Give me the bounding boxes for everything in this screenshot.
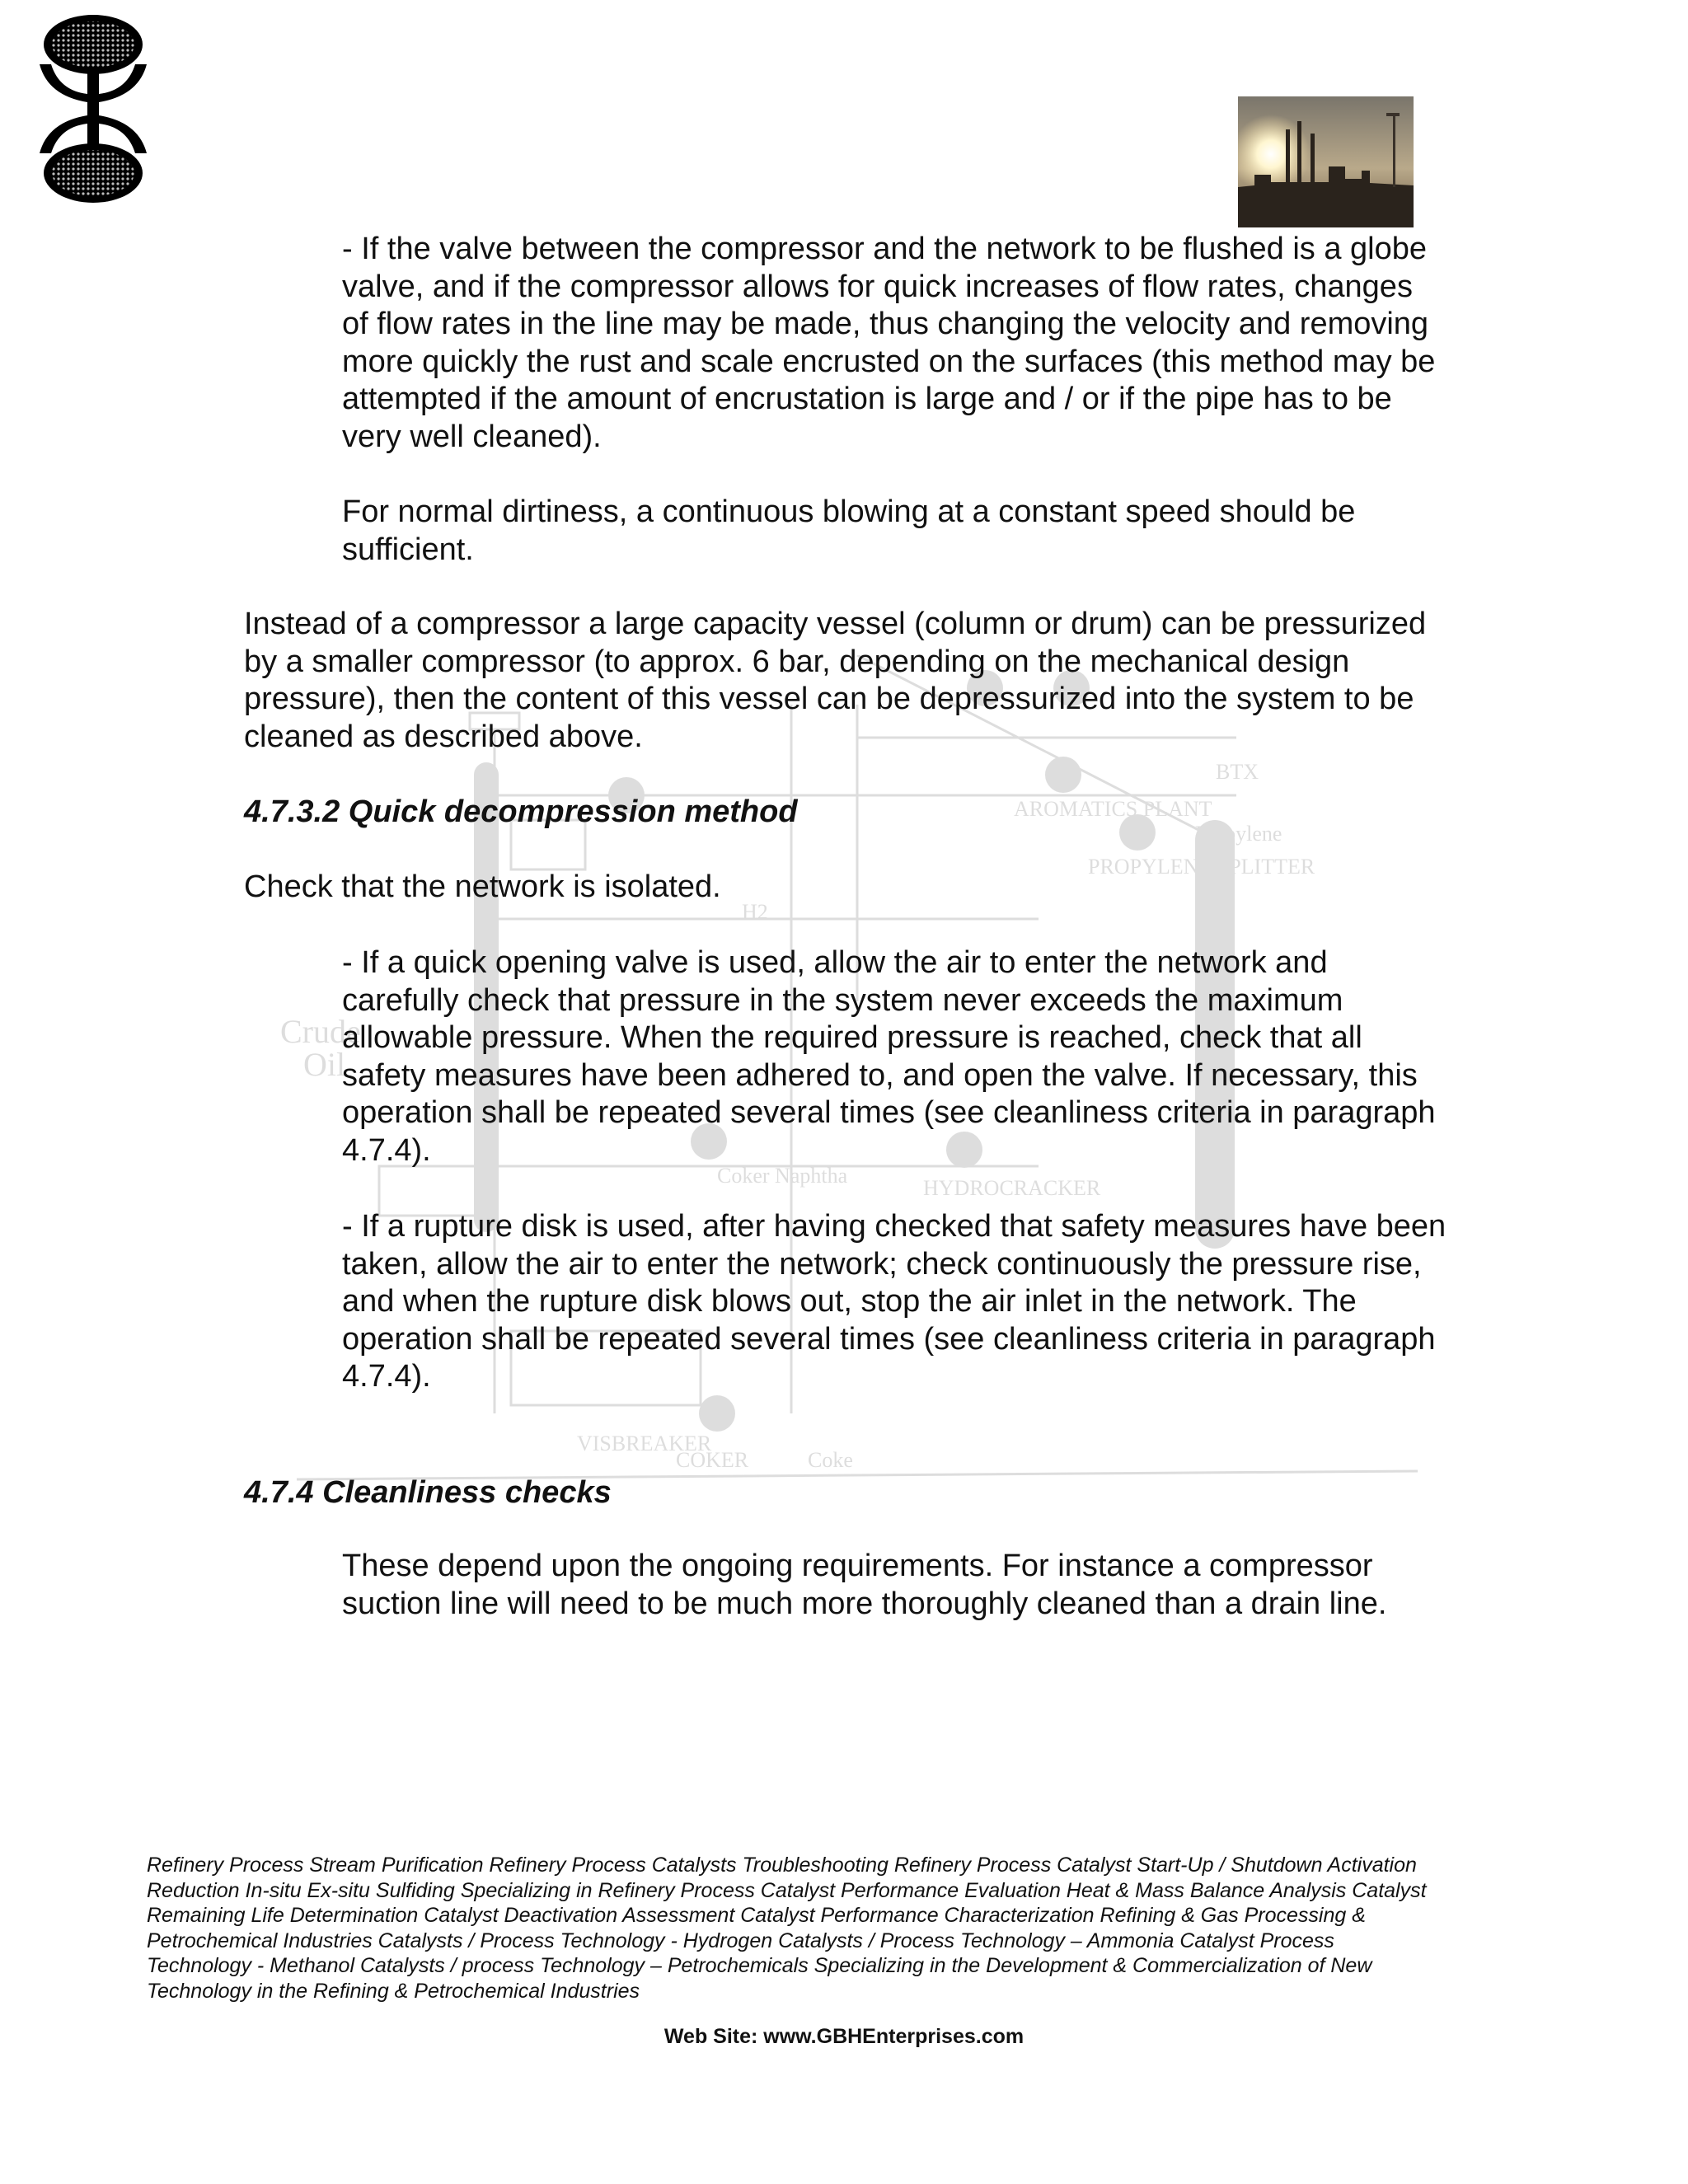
footer-services-blurb: Refinery Process Stream Purification Refinery Process Catalysts Troubleshooting Refinery Process Catalyst Start-Up / Shutdown Activation Reduction In-situ Ex-situ Sulfiding Specializing in Refinery Process Catalyst Performance Evaluation Heat & Mass Balance Analysis Catalyst Remaining Life Determination Catalyst Deactivation Assessment Catalyst Performance Characterization Refining & Gas Processing & Petrochemical Industries Catalysts / Process Technology - Hydrogen Catalysts / Process Technology – Ammonia Catalyst Process Technology - Methanol Catalysts / process Technology – Petrochemicals Specializing in the Development & Commercialization of New Technology in the Refining & Petrochemical Industries [147,1854,1427,2003]
watermark-label-coker-naphtha: Coker Naphtha [717,1164,848,1188]
paragraph-rupture-disk: - If a rupture disk is used, after having checked that safety measures have been taken, allow the air to enter the network; check continuously the pressure rise, and when the rupture disk blows out, stop the air inlet in the network. The operation shall be repeated several times (see cleanliness criteria in paragraph 4.7.4). [342,1209,1447,1394]
watermark-label-hydrocracker: HYDROCRACKER [923,1176,1101,1200]
footer-website: Web Site: www.GBHEnterprises.com [663,2025,1025,2048]
watermark-label-h2: H2 [742,900,768,924]
watermark-label-crude: Crude [280,1013,361,1050]
paragraph-normal-dirtiness: For normal dirtiness, a continuous blowing at a constant speed should be sufficient. [342,494,1356,567]
company-logo-icon [31,13,155,204]
watermark-label-propylene-splitter: PROPYLENE SPLITTER [1088,855,1315,879]
paragraph-globe-valve: - If the valve between the compressor and the network to be flushed is a globe valve, and if the compressor allows for quick increases of flow rates, changes of flow rates in the line may be made, thus changing the velocity and removing more quickly the rust and scale encrusted on the surfaces (this method may be attempted if the amount of encrustation is large and / or if the pipe has to be very well cleaned). [342,232,1436,454]
watermark-label-oil: Oil [303,1046,346,1083]
section-heading-quick-decompression: 4.7.3.2 Quick decompression method [244,794,798,829]
watermark-label-visbreaker: VISBREAKER [577,1432,712,1455]
watermark-label-aromatics: AROMATICS PLANT [1014,797,1212,821]
paragraph-cleanliness-requirements: These depend upon the ongoing requirements. For instance a compressor suction line will need to be much more thoroughly cleaned than a drain line. [342,1549,1387,1621]
paragraph-network-isolated: Check that the network is isolated. [244,869,721,904]
watermark-label-btx: BTX [1216,760,1259,784]
watermark-label-coker: COKER [676,1448,749,1472]
watermark-label-coke: Coke [808,1448,853,1472]
watermark-label-propylene: Propylene [1195,822,1282,846]
refinery-photo [1238,96,1414,227]
paragraph-large-vessel: Instead of a compressor a large capacity vessel (column or drum) can be pressurized by a smaller compressor (to approx. 6 bar, depending on the mechanical design pressure), then the content of this vessel can be depressurized into the system to be cleaned as described above. [244,607,1427,754]
section-heading-cleanliness-checks: 4.7.4 Cleanliness checks [244,1475,612,1510]
paragraph-quick-opening-valve: - If a quick opening valve is used, allow the air to enter the network and carefully check that pressure in the system never exceeds the maximum allowable pressure. When the required pressure is reached, check that all safety measures have been adhered to, and open the valve. If necessary, this operation shall be repeated several times (see cleanliness criteria in paragraph 4.7.4). [342,945,1436,1168]
